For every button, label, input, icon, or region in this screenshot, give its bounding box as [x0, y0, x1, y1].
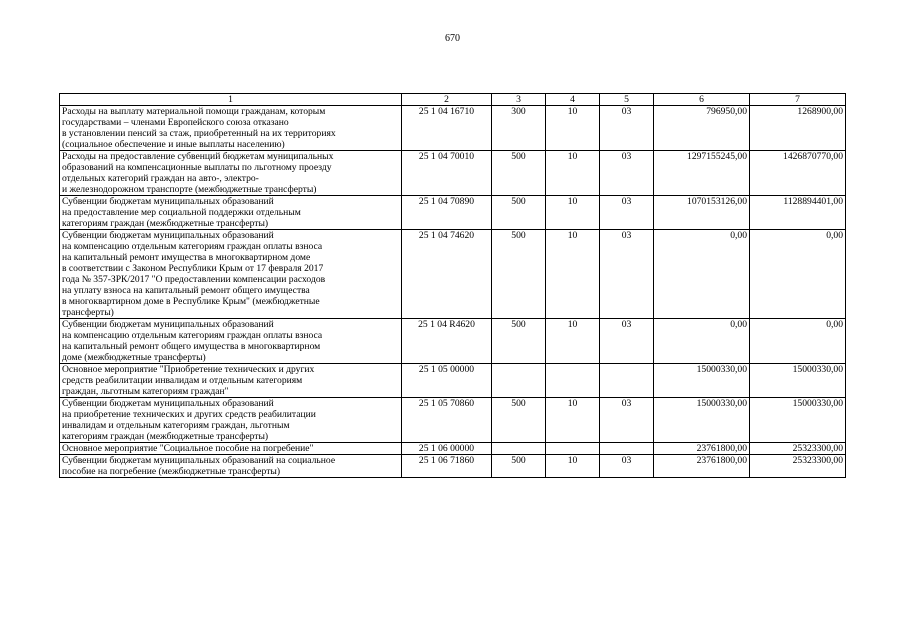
classification-code-cell: 25 1 06 00000 — [402, 443, 492, 455]
amount-year-1-cell: 23761800,00 — [654, 443, 750, 455]
section-cell: 10 — [546, 455, 600, 478]
subsection-cell — [600, 364, 654, 398]
classification-code-cell: 25 1 04 70010 — [402, 151, 492, 196]
item-name-line: на компенсацию отдельным категориям граждан оплаты взноса — [62, 241, 323, 252]
item-name-line: года № 357-ЗРК/2017 "О предоставлении компенсации расходов — [62, 274, 326, 285]
amount-year-2-cell: 1426870770,00 — [750, 151, 846, 196]
expense-type-cell: 300 — [492, 106, 546, 151]
expense-type-cell — [492, 443, 546, 455]
table-row — [60, 398, 846, 443]
amount-year-2-cell: 0,00 — [750, 230, 846, 319]
expense-type-cell: 500 — [492, 455, 546, 478]
classification-code-cell: 25 1 04 74620 — [402, 230, 492, 319]
item-name-line: в многоквартирном доме в Республике Крым" (межбюджетные — [62, 296, 320, 307]
item-name-line: Субвенции бюджетам муниципальных образований — [62, 319, 274, 330]
amount-year-1-cell: 1070153126,00 — [654, 196, 750, 230]
amount-year-2-cell: 25323300,00 — [750, 443, 846, 455]
amount-year-1-cell: 15000330,00 — [654, 398, 750, 443]
item-name-line: Субвенции бюджетам муниципальных образований — [62, 196, 274, 207]
item-name-line: Субвенции бюджетам муниципальных образований — [62, 398, 274, 409]
subsection-cell: 03 — [600, 230, 654, 319]
header-row — [60, 94, 846, 106]
subsection-cell: 03 — [600, 196, 654, 230]
section-cell: 10 — [546, 106, 600, 151]
expense-type-cell: 500 — [492, 151, 546, 196]
section-cell: 10 — [546, 398, 600, 443]
subsection-cell: 03 — [600, 455, 654, 478]
classification-code-cell: 25 1 04 16710 — [402, 106, 492, 151]
subsection-cell: 03 — [600, 151, 654, 196]
section-cell — [546, 364, 600, 398]
table-row — [60, 364, 846, 398]
item-name-line: и железнодорожном транспорте (межбюджетные трансферты) — [62, 184, 317, 195]
item-name-line: на предоставление мер социальной поддержки отдельным — [62, 207, 301, 218]
table-row — [60, 443, 846, 455]
table-row — [60, 455, 846, 478]
subsection-cell: 03 — [600, 106, 654, 151]
item-name-line: Расходы на предоставление субвенций бюджетам муниципальных — [62, 151, 334, 162]
item-name-line: категориям граждан (межбюджетные трансферты) — [62, 218, 269, 229]
amount-year-2-cell: 15000330,00 — [750, 364, 846, 398]
item-name-line: на уплату взноса на капитальный ремонт общего имущества — [62, 285, 310, 296]
header-cell: 3 — [492, 94, 546, 106]
budget-table — [59, 93, 846, 478]
classification-code-cell: 25 1 04 70890 — [402, 196, 492, 230]
expense-type-cell: 500 — [492, 230, 546, 319]
header-cell: 4 — [546, 94, 600, 106]
header-cell: 7 — [750, 94, 846, 106]
item-name-line: на компенсацию отдельным категориям граждан оплаты взноса — [62, 330, 323, 341]
item-name-line: Субвенции бюджетам муниципальных образований — [62, 230, 274, 241]
amount-year-1-cell: 1297155245,00 — [654, 151, 750, 196]
table-row — [60, 106, 846, 151]
item-name-line: Субвенции бюджетам муниципальных образований на социальное — [62, 455, 336, 466]
item-name-cell — [60, 398, 402, 443]
item-name-cell — [60, 106, 402, 151]
header-cell: 6 — [654, 94, 750, 106]
section-cell: 10 — [546, 230, 600, 319]
amount-year-1-cell: 15000330,00 — [654, 364, 750, 398]
item-name-line: Основное мероприятие "Приобретение технических и других — [62, 364, 315, 375]
item-name-line: средств реабилитации инвалидам и отдельным категориям — [62, 375, 303, 386]
item-name-line: в соответствии с Законом Республики Крым от 17 февраля 2017 — [62, 263, 324, 274]
item-name-cell — [60, 230, 402, 319]
section-cell: 10 — [546, 151, 600, 196]
item-name-cell — [60, 196, 402, 230]
section-cell: 10 — [546, 319, 600, 364]
amount-year-2-cell: 0,00 — [750, 319, 846, 364]
table-row — [60, 230, 846, 319]
item-name-line: трансферты) — [62, 307, 114, 318]
amount-year-1-cell: 23761800,00 — [654, 455, 750, 478]
header-cell: 5 — [600, 94, 654, 106]
subsection-cell: 03 — [600, 398, 654, 443]
expense-type-cell — [492, 364, 546, 398]
subsection-cell: 03 — [600, 319, 654, 364]
amount-year-2-cell: 1128894401,00 — [750, 196, 846, 230]
expense-type-cell: 500 — [492, 196, 546, 230]
item-name-line: доме (межбюджетные трансферты) — [62, 352, 206, 363]
item-name-cell — [60, 364, 402, 398]
table-row — [60, 151, 846, 196]
expense-type-cell: 500 — [492, 319, 546, 364]
classification-code-cell: 25 1 05 00000 — [402, 364, 492, 398]
item-name-line: Основное мероприятие "Социальное пособие на погребение" — [62, 443, 314, 454]
item-name-line: отдельных категорий граждан на авто-, электро- — [62, 173, 259, 184]
classification-code-cell: 25 1 05 70860 — [402, 398, 492, 443]
item-name-line: образований на компенсационные выплаты по льготному проезду — [62, 162, 332, 173]
item-name-line: пособие на погребение (межбюджетные трансферты) — [62, 466, 281, 477]
item-name-line: (социальное обеспечение и иные выплаты населению) — [62, 139, 285, 150]
table-row — [60, 319, 846, 364]
section-cell — [546, 443, 600, 455]
item-name-cell — [60, 455, 402, 478]
amount-year-2-cell: 1268900,00 — [750, 106, 846, 151]
table-body — [60, 106, 846, 478]
expense-type-cell: 500 — [492, 398, 546, 443]
amount-year-1-cell: 0,00 — [654, 319, 750, 364]
item-name-line: на капитальный ремонт общего имущества в многоквартирном — [62, 341, 321, 352]
item-name-cell — [60, 151, 402, 196]
header-cell: 2 — [402, 94, 492, 106]
table-row — [60, 196, 846, 230]
item-name-line: категориям граждан (межбюджетные трансферты) — [62, 431, 269, 442]
item-name-cell — [60, 443, 402, 455]
subsection-cell — [600, 443, 654, 455]
page-number: 670 — [445, 33, 460, 44]
item-name-line: на капитальный ремонт имущества в многоквартирном доме — [62, 252, 311, 263]
classification-code-cell: 25 1 06 71860 — [402, 455, 492, 478]
classification-code-cell: 25 1 04 R4620 — [402, 319, 492, 364]
header-cell: 1 — [60, 94, 402, 106]
item-name-line: в установлении пенсий за стаж, приобретенный на их территориях — [62, 128, 336, 139]
item-name-line: на приобретение технических и других средств реабилитации — [62, 409, 316, 420]
amount-year-2-cell: 25323300,00 — [750, 455, 846, 478]
item-name-line: инвалидам и отдельным категориям граждан, льготным — [62, 420, 290, 431]
amount-year-1-cell: 796950,00 — [654, 106, 750, 151]
amount-year-1-cell: 0,00 — [654, 230, 750, 319]
item-name-line: граждан, льготным категориям граждан" — [62, 386, 229, 397]
item-name-cell — [60, 319, 402, 364]
item-name-line: Расходы на выплату материальной помощи гражданам, которым — [62, 106, 326, 117]
amount-year-2-cell: 15000330,00 — [750, 398, 846, 443]
section-cell: 10 — [546, 196, 600, 230]
item-name-line: государствами – членами Европейского союза отказано — [62, 117, 289, 128]
